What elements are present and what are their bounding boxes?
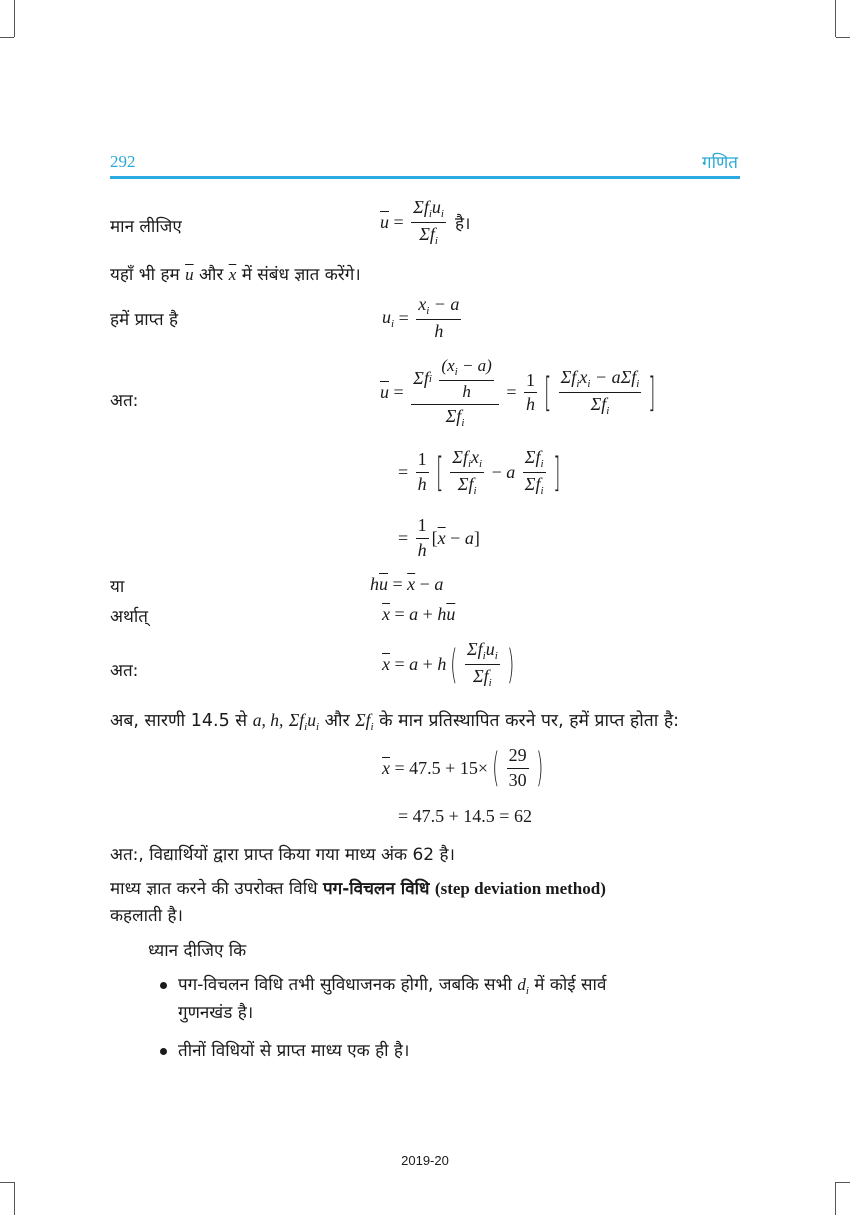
crop-mark-bl-v (14, 1182, 15, 1215)
equation-simplified: = $\frac{1}{h}$ [ $\overline{x}$ − a ] (398, 515, 480, 560)
text-yahan-aur: और (198, 265, 224, 285)
crop-mark-br-v (835, 1182, 836, 1215)
equation-h-u-bar: h $\overline{u}$ = $\overline{x}$ − a (370, 574, 444, 594)
crop-mark-tr-v (835, 0, 836, 37)
equation-x-bar-full: $\overline{x}$ = a + h ( $\frac{\Sigma f_iu_i}{\Sigma f_i}$ ) (382, 639, 515, 690)
text-ya: या (110, 577, 125, 597)
bullet-2 (160, 1048, 167, 1055)
crop-mark-tl (0, 37, 14, 38)
value-den: 30 (508, 769, 527, 790)
text-yahan-1: यहाँ भी हम (110, 265, 180, 285)
text-bullet1-a: पग-विचलन विधि तभी सुविधाजनक होगी, जबकि सभी (178, 975, 512, 995)
value-h: 15 (459, 757, 478, 778)
text-method-bold: पग-विचलन विधि (322, 879, 430, 899)
text-atah-2: अत: (110, 661, 139, 681)
text-arthat: अर्थात् (110, 607, 148, 627)
equation-u-bar-def: $\overline{u}$ = $\frac{\Sigma f_iu_i}{\Sigma f_i}$ है। (380, 197, 471, 248)
text-note: ध्यान दीजिए कि (148, 941, 247, 961)
crop-mark-tl-v (14, 0, 15, 37)
text-method-en: (step deviation method) (434, 879, 606, 898)
crop-mark-br (836, 1182, 850, 1183)
equation-numeric-result: = 47.5 + 14.5 = 62 (398, 806, 532, 826)
equation-u-i: $u_i$ = $\frac{x_i - a}{h}$ (382, 294, 460, 342)
equation-x-bar: $\overline{x}$ = a + h $\overline{u}$ (382, 604, 456, 624)
equation-u-bar-expand: $\overline{u}$ = Σf i $\frac{(x_i - a)}{h}$ $\Sigma f_i$ = $\frac{1}{h}$ [ $\frac{\Sigma f_ix_i - a\Sigma f_i}{\Sigma f_i}$ ] (380, 356, 656, 429)
text-ab-vars: a, h, (252, 710, 284, 730)
page-title: गणित (702, 153, 738, 173)
crop-mark-tr (836, 37, 850, 38)
text-bullet1-b: में कोई सार्व (534, 975, 607, 995)
text-ab-aur: और (324, 711, 350, 731)
equation-numeric: $\overline{x}$ = 47.5 + 15 × ( $\frac{29}{30}$ ) (382, 745, 543, 792)
text-method-2: कहलाती है। (110, 906, 183, 926)
header-rule (110, 176, 740, 179)
text-yahan (110, 262, 361, 285)
bullet-1 (160, 982, 167, 989)
value-a: 47.5 (409, 757, 441, 778)
text-bullet1 (178, 972, 606, 997)
text-method (110, 876, 606, 899)
symbol-x-bar: $\overline{x}$ (228, 265, 237, 284)
equation-split: = $\frac{1}{h}$ [ $\frac{\Sigma f_ix_i}{\Sigma f_i}$ − a $\frac{\Sigma f_i}{\Sigma f_i}$ ] (398, 447, 560, 498)
text-ab-1: अब, सारणी 14.5 से (110, 711, 248, 731)
text-ab-2: के मान प्रतिस्थापित करने पर, हमें प्राप्त होता है: (379, 711, 680, 731)
symbol-sum-fu: $\Sigma f_iu_i$ (288, 710, 320, 733)
text-hai: है। (454, 214, 471, 235)
footer-year: 2019-20 (401, 1153, 449, 1168)
symbol-sum-f: $\Sigma f_i$ (355, 710, 374, 733)
symbol-u-bar: $\overline{u}$ (185, 265, 194, 284)
text-method-1: माध्य ज्ञात करने की उपरोक्त विधि (110, 879, 318, 899)
text-ab (110, 708, 679, 733)
crop-mark-bl (0, 1182, 14, 1183)
text-hamen-prapt: हमें प्राप्त है (110, 310, 179, 330)
text-result: अत:, विद्यार्थियों द्वारा प्राप्त किया गया माध्य अंक 62 है। (110, 845, 455, 865)
page-number: 292 (110, 152, 136, 171)
text-bullet2: तीनों विधियों से प्राप्त माध्य एक ही है। (178, 1041, 410, 1061)
text-bullet1-c: गुणनखंड है। (178, 1003, 254, 1023)
text-yahan-2: में संबंध ज्ञात करेंगे। (241, 265, 361, 285)
value-num: 29 (507, 746, 529, 769)
symbol-d-i: $d_i$ (517, 975, 529, 997)
text-atah-1: अत: (110, 391, 139, 411)
text-maan-lijie: मान लीजिए (110, 217, 182, 237)
